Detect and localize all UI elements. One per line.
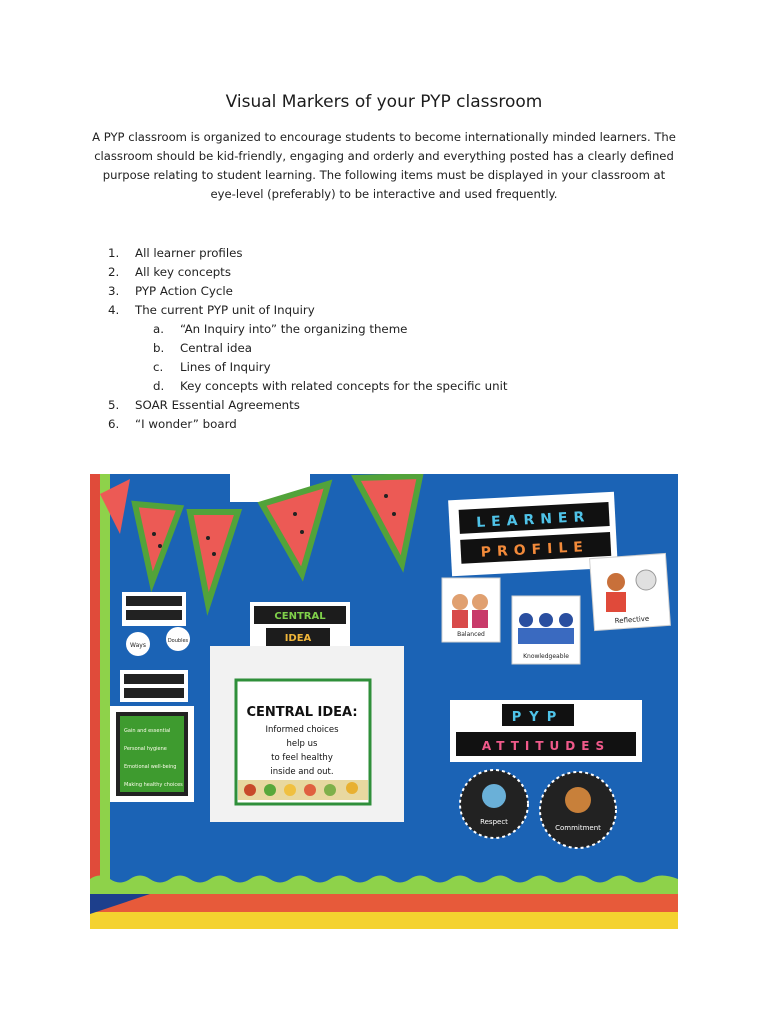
profile-balanced-label: Balanced [457, 631, 485, 638]
lines-item-1: Gain and essential [124, 728, 171, 734]
list-number: 2. [108, 265, 120, 279]
list-item [108, 282, 508, 301]
list-item [108, 396, 508, 415]
central-banner-line2: IDEA [284, 633, 312, 644]
sub-list-text: Key concepts with related concepts for the specific unit [180, 379, 508, 393]
learner-banner-line1: LEARNER [475, 508, 591, 531]
list-item [108, 244, 508, 263]
left-border-green [100, 474, 110, 884]
bubble-left-label: Ways [130, 642, 146, 649]
requirements-list [108, 244, 508, 434]
list-item-text: SOAR Essential Agreements [135, 398, 300, 412]
attitudes-banner-line2: ATTITUDES [481, 739, 611, 753]
attitudes-banner-line1: PYP [511, 710, 565, 725]
classroom-bulletin-board-photo [90, 474, 678, 929]
sub-list [135, 320, 508, 396]
attitude-commitment-label: Commitment [555, 824, 601, 832]
sub-list-item [153, 377, 508, 396]
lines-item-4: Making healthy choices [124, 782, 183, 788]
list-item-text: All key concepts [135, 265, 231, 279]
list-item [108, 301, 508, 396]
profile-reflective-label: Reflective [614, 614, 650, 626]
list-number: 4. [108, 303, 120, 317]
list-item-text: “I wonder” board [135, 417, 237, 431]
sub-list-item [153, 339, 508, 358]
central-idea-line2: help us [286, 739, 318, 749]
central-idea-heading: CENTRAL IDEA: [246, 705, 358, 720]
intro-paragraph: A PYP classroom is organized to encourage students to become internationally minded learners. The classroom should be kid-friendly, engaging and orderly and everything posted has a clearly defined purpose relating to student learning. The following items must be displayed in your classroom at eye-level (preferably) to be interactive and used frequently. [92, 130, 676, 201]
left-border-red [90, 474, 100, 929]
sub-list-letter: a. [153, 322, 164, 336]
list-item-text: PYP Action Cycle [135, 284, 233, 298]
central-idea-line4: inside and out. [270, 767, 334, 777]
list-number: 3. [108, 284, 120, 298]
central-idea-line1: Informed choices [265, 725, 339, 735]
list-item-text: The current PYP unit of Inquiry [135, 303, 315, 317]
profile-knowledgeable-label: Knowledgeable [523, 653, 569, 660]
sub-list-letter: d. [153, 379, 165, 393]
sub-list-item [153, 358, 508, 377]
sub-list-text: Central idea [180, 341, 252, 355]
bottom-border-yellow [90, 912, 678, 929]
bubble-right-label: Doubles [167, 638, 189, 644]
lines-item-3: Emotional well-being [124, 764, 177, 770]
list-item [108, 415, 508, 434]
learner-banner-line2: PROFILE [480, 539, 590, 561]
list-item [108, 263, 508, 282]
sub-list-text: Lines of Inquiry [180, 360, 271, 374]
sub-list-letter: b. [153, 341, 165, 355]
central-banner-line1: CENTRAL [274, 611, 326, 622]
attitude-respect-label: Respect [480, 818, 508, 826]
list-number: 1. [108, 246, 120, 260]
sub-list-letter: c. [153, 360, 164, 374]
sub-list-text: “An Inquiry into” the organizing theme [180, 322, 408, 336]
list-number: 5. [108, 398, 120, 412]
central-idea-line3: to feel healthy [271, 753, 333, 763]
bulletin-board-illustration [90, 474, 678, 929]
list-number: 6. [108, 417, 120, 431]
document-title: Visual Markers of your PYP classroom [225, 92, 543, 112]
sub-list-item [153, 320, 508, 339]
lines-item-2: Personal hygiene [124, 746, 167, 752]
list-item-text: All learner profiles [135, 246, 243, 260]
